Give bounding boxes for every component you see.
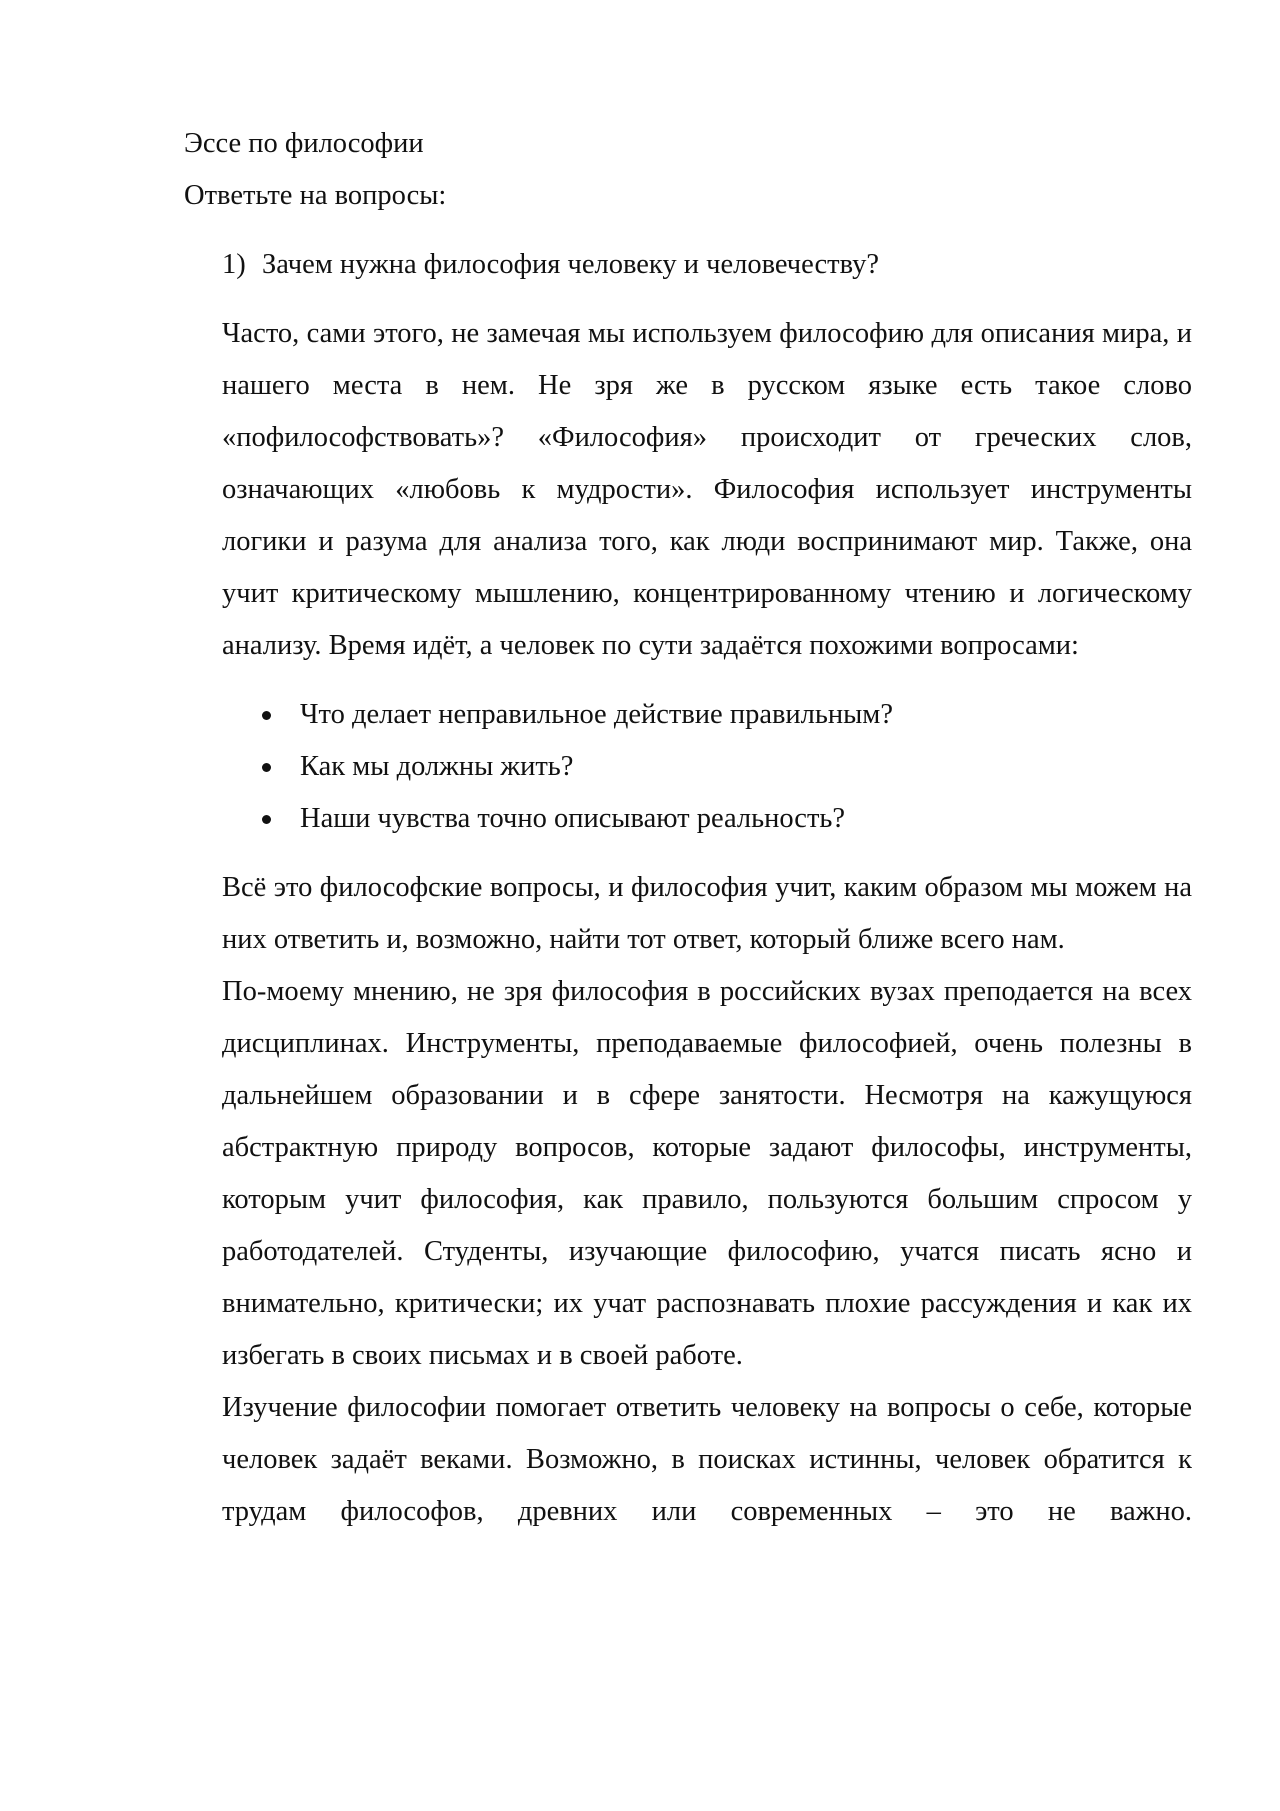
bullet-dot-icon bbox=[262, 815, 271, 824]
bullet-dot-icon bbox=[262, 711, 271, 720]
answer-paragraph-intro: Часто, сами этого, не замечая мы используем философию для описания мира, и нашего места в нем. Не зря же в русском языке есть такое слово «пофилософствовать»? «Философия» происходит от греческих слов, означающих «любовь к мудрости». Философия использует инструменты логики и разума для анализа того, как люди воспринимают мир. Также, она учит критическому мышлению, концентрированному чтению и логическому анализу. Время идёт, а человек по сути задаётся похожими вопросами: bbox=[222, 318, 1192, 661]
question-text: Зачем нужна философия человеку и человечеству? bbox=[262, 249, 879, 280]
bullet-list-item bbox=[222, 689, 1192, 741]
bullet-list-item bbox=[222, 741, 1192, 793]
bullet-item-text: Как мы должны жить? bbox=[300, 751, 574, 782]
bullet-item-text: Наши чувства точно описывают реальность? bbox=[300, 803, 846, 834]
question-bullet-list bbox=[222, 689, 1192, 845]
document-title: Эссе по философии bbox=[184, 128, 424, 159]
document-body bbox=[184, 118, 1194, 1538]
answer-paragraph-philosophical-questions: Всё это философские вопросы, и философия учит, каким образом мы можем на них ответить и, возможно, найти тот ответ, который ближе всего нам. bbox=[222, 872, 1192, 955]
bullet-item-text: Что делает неправильное действие правильным? bbox=[300, 699, 893, 730]
answer-paragraph-universities: По-моему мнению, не зря философия в российских вузах преподается на всех дисциплинах. Инструменты, преподаваемые философией, очень полезны в дальнейшем образовании и в сфере занятости. Несмотря на кажущуюся абстрактную природу вопросов, которые задают философы, инструменты, которым учит философия, как правило, пользуются большим спросом у работодателей. Студенты, изучающие философию, учатся писать ясно и внимательно, критически; их учат распознавать плохие рассуждения и как их избегать в своих письмах и в своей работе. bbox=[222, 976, 1192, 1371]
bullet-dot-icon bbox=[262, 763, 271, 772]
instruction-text: Ответьте на вопросы: bbox=[184, 180, 447, 211]
bullet-list-item bbox=[222, 793, 1192, 845]
question-item bbox=[222, 239, 1194, 291]
question-number: 1) bbox=[222, 249, 246, 280]
answer-paragraph-conclusion: Изучение философии помогает ответить человеку на вопросы о себе, которые человек задаёт веками. Возможно, в поисках истинны, человек обратится к трудам философов, древних или современных – это не важно. bbox=[222, 1392, 1192, 1527]
answer-block bbox=[222, 308, 1192, 1538]
